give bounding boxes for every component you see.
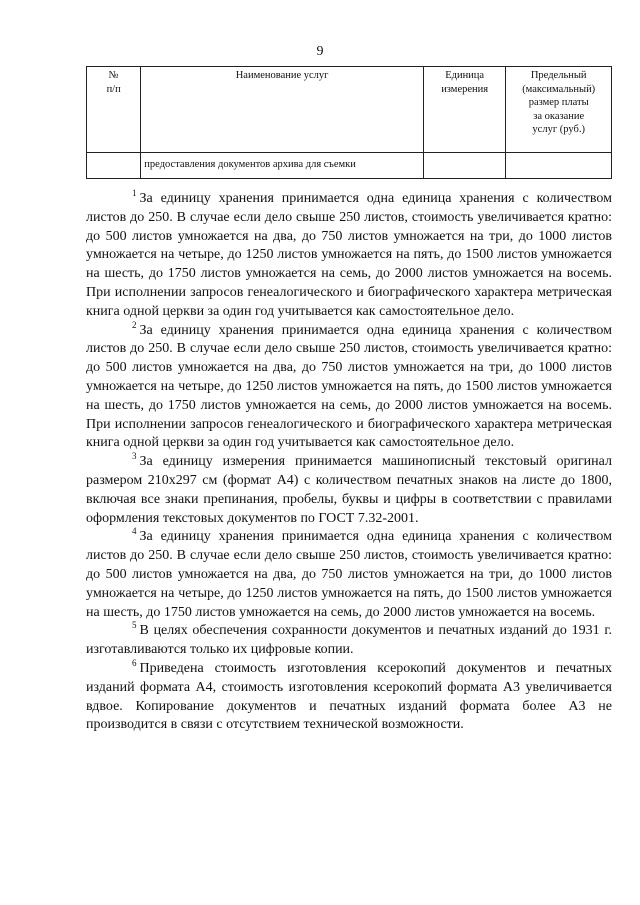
services-table [86, 66, 612, 179]
header-text: Предельный (максимальный) размер платы за оказание услуг (руб.) [522, 70, 596, 135]
footnote [86, 190, 612, 322]
table-row [87, 153, 612, 179]
header-text: № п/п [106, 70, 121, 95]
header-cell-service-name [141, 67, 424, 153]
footnote-mark: 1 [132, 188, 137, 198]
table-cell [423, 153, 505, 179]
table-header-row [87, 67, 612, 153]
header-cell-number [87, 67, 141, 153]
footnote-text: За единицу измерения принимается машинописный текстовый оригинал размером 210х297 см (формат А4) с количеством печатных знаков на листе до 1800, включая все знаки препинания, пробелы, буквы и цифры в соответствии с правилами оформления текстовых документов по ГОСТ 7.32-2001. [86, 454, 612, 526]
footnote-mark: 5 [132, 620, 137, 631]
footnote-mark: 2 [132, 319, 137, 330]
footnote-text: За единицу хранения принимается одна единица хранения с количеством листов до 250. В случае если дело свыше 250 листов, стоимость увеличивается кратно: до 500 листов умножается на два, до 750 листов умножается на три, до 1000 листов умножается на четыре, до 1250 листов умножается на пять, до 1500 листов умножается на шесть, до 1750 листов умножается на семь, до 2000 листов умножается на восемь. [86, 529, 612, 620]
footnote-mark: 6 [132, 657, 137, 668]
footnote-mark: 3 [132, 451, 137, 462]
footnote [86, 319, 612, 454]
footnote-mark: 4 [132, 526, 137, 537]
footnote-text: В целях обеспечения сохранности документов и печатных изданий до 1931 г. изготавливаются только их цифровые копии. [86, 623, 612, 658]
table-cell [87, 153, 141, 179]
footnote-text: Приведена стоимость изготовления ксерокопий документов и печатных изданий формата А4, стоимость изготовления ксерокопий формата А3 увеличивается вдвое. Копирование документов и печатных изданий формата более А3 не производится в связи с отсутствием технической возможности. [86, 660, 612, 733]
page-number: 9 [316, 44, 324, 59]
footnote [86, 622, 612, 660]
footnote [86, 657, 612, 735]
header-text: Наименование услуг [235, 70, 329, 81]
footnote-text: За единицу хранения принимается одна единица хранения с количеством листов до 250. В случае если дело свыше 250 листов, стоимость увеличивается кратно: до 500 листов умножается на два, до 750 листов умножается на три, до 1000 листов умножается на четыре, до 1250 листов умножается на пять, до 1500 листов умножается на шесть, до 1750 листов умножается на семь, до 2000 листов умножается на восемь. При исполнении запросов генеалогического и биографического характера метрическая книга одной церкви за один год учитывается как самостоятельное дело. [86, 322, 612, 451]
header-text: Единица измерения [441, 70, 489, 95]
table-cell: предоставления документов архива для съемки [141, 153, 424, 179]
header-cell-unit [423, 67, 505, 153]
footnote-text: За единицу хранения принимается одна единица хранения с количеством листов до 250. В случае если дело свыше 250 листов, стоимость увеличивается кратно: до 500 листов умножается на два, до 750 листов умножается на три, до 1000 листов умножается на четыре, до 1250 листов умножается на пять, до 1500 листов умножается на шесть, до 1750 листов умножается на семь, до 2000 листов умножается на восемь. При исполнении запросов генеалогического и биографического характера метрическая книга одной церкви за один год учитывается как самостоятельное дело. [86, 191, 612, 319]
header-cell-max-fee [506, 67, 612, 153]
footnote [86, 528, 612, 622]
footnotes-section [86, 190, 612, 735]
footnote [86, 453, 612, 528]
table-cell [506, 153, 612, 179]
